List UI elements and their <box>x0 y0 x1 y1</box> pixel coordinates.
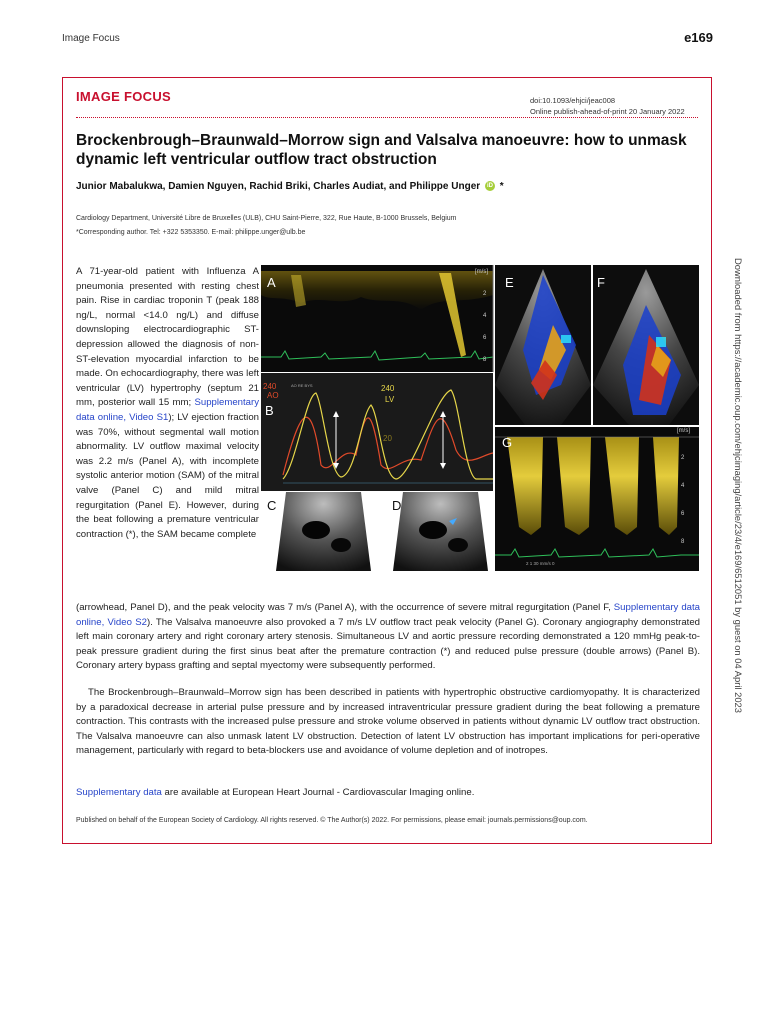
panel-label-g: G <box>502 435 513 450</box>
panel-a-tick: 2 <box>483 291 487 297</box>
composite-figure <box>261 265 699 571</box>
panel-a-tick: 6 <box>483 335 487 341</box>
panel-g-footer: 2 1 30 mm/s 0 <box>526 561 555 566</box>
body-paragraph-1-continued <box>76 601 700 674</box>
panel-e <box>495 265 591 425</box>
body-text: A 71-year-old patient with Influenza A pneumonia presented with resting chest pain. Rise in cardiac troponin T (peak 188 ng/L, normal <14.0 ng/L) and diffuse downsloping electrocardiographic ST-depression allowed the diagnosis of non-ST-elevation myocardial infarction to be made. On echocardiography, there was left ventricular (LV) hypertrophy (septum 21 mm, posterior wall 15 mm; <box>76 266 259 409</box>
panel-b <box>261 373 493 491</box>
corresponding-mark: * <box>499 181 504 192</box>
panel-b-ao-label: AO <box>267 391 279 400</box>
body-paragraph-1 <box>76 265 259 542</box>
panel-g-tick: 8 <box>681 539 685 545</box>
panel-a-unit: [m/s] <box>475 269 488 275</box>
article-title: Brockenbrough–Braunwald–Morrow sign and Valsalva manoeuvre: how to unmask dynamic left ventricular outflow tract obstruction <box>76 132 687 168</box>
panel-c <box>261 492 376 571</box>
panel-a-tick: 4 <box>483 313 487 319</box>
download-note: Downloaded from https://academic.oup.com/ehjcimaging/article/23/4/e169/6512051 by guest on 04 April 2023 <box>733 258 744 713</box>
doi-block <box>530 95 685 117</box>
panel-label-f: F <box>597 275 605 290</box>
panel-label-c: C <box>267 498 277 513</box>
panel-a-tick: 8 <box>483 357 487 363</box>
panel-d <box>378 492 493 571</box>
panel-label-d: D <box>392 498 402 513</box>
dotted-divider <box>76 117 698 118</box>
panel-g-tick: 4 <box>681 483 685 489</box>
panel-b-lv-value: 20 <box>383 434 392 443</box>
body-text: ); LV ejection fraction was 70%, without segmental wall motion abnormality. LV outflow maximal velocity was 2.2 m/s (Panel A), with incomplete systolic anterior motion (SAM) of the mitral valve (Panel C) and mild mitral regurgitation (Panel E). However, during the beat following a premature ventricular contraction (*), the SAM became complete <box>76 411 259 540</box>
panel-b-header: AO RE BYS <box>291 383 313 388</box>
body-paragraph-2: The Brockenbrough–Braunwald–Morrow sign has been described in patients with hypertrophic obstructive cardiomyopathy. It is characterized by a paradoxical decrease in arterial pulse pressure and by increased intraventricular pressure gradient during the beat following a premature contraction. This contrasts with the increased pulse pressure and stroke volume observed in patients without dynamic LV outflow tract obstruction. The Valsalva manoeuvre can also unmask latent LV obstruction. Detection of latent LV obstruction has important implications for peri-operative management, particularly with regard to beta-blockers use and avoidance of volume depletion and of inotropes. <box>76 687 700 757</box>
supplementary-text: are available at European Heart Journal - Cardiovascular Imaging online. <box>161 787 475 798</box>
page-number: e169 <box>684 30 713 45</box>
body-text: (arrowhead, Panel D), and the peak velocity was 7 m/s (Panel A), with the occurrence of severe mitral regurgitation (Panel F, <box>76 602 614 613</box>
panel-g <box>495 427 699 571</box>
supplementary-video-link-1[interactable]: Supplementary data online, Video S1 <box>76 397 259 423</box>
panel-g-unit: [m/s] <box>677 428 690 434</box>
section-label: IMAGE FOCUS <box>76 89 172 104</box>
panel-b-lv-scale: 240 <box>381 384 395 393</box>
panel-b-ao-scale: 240 <box>263 382 277 391</box>
doi-link[interactable]: doi:10.1093/ehjci/jeac008 <box>530 96 616 105</box>
panel-label-b: B <box>265 403 274 418</box>
author-names: Junior Mabalukwa, Damien Nguyen, Rachid Briki, Charles Audiat, and Philippe Unger <box>76 181 481 192</box>
affiliation: Cardiology Department, Université Libre de Bruxelles (ULB), CHU Saint-Pierre, 322, Rue Haute, B-1000 Brussels, Belgium <box>76 215 457 222</box>
corresponding-author: *Corresponding author. Tel: +322 5353350. E-mail: philippe.unger@ulb.be <box>76 229 306 236</box>
panel-label-a: A <box>267 275 276 290</box>
epub-date: Online publish-ahead-of-print 20 January 2022 <box>530 107 685 116</box>
body-text: ). The Valsalva manoeuvre also provoked a 7 m/s LV outflow tract peak velocity (Panel G). Coronary angiography demonstrated left main coronary artery and right coronary artery stenosis. Simultaneous LV and aortic pressure recording demonstrated a 120 mmHg peak-to-peak pressure gradient during the first sinus beat after the premature contraction (*) and reduced pulse pressure (double arrows) (Panel B). Coronary artery bypass grafting and septal myectomy were subsequently performed. <box>76 616 700 672</box>
panel-label-e: E <box>505 275 514 290</box>
publisher-note: Published on behalf of the European Society of Cardiology. All rights reserved. © The Author(s) 2022. For permissions, please email: journals.permissions@oup.com. <box>76 817 588 824</box>
affiliation-block <box>76 212 457 240</box>
figure-graphic <box>261 265 699 571</box>
supplementary-video-link-2[interactable]: Supplementary data online, Video S2 <box>76 602 700 628</box>
panel-f <box>593 265 699 425</box>
supplementary-note <box>76 787 474 798</box>
supplementary-data-link[interactable]: Supplementary data <box>76 787 162 798</box>
author-list <box>76 181 504 192</box>
running-head-section: Image Focus <box>62 33 120 44</box>
orcid-icon[interactable]: iD <box>486 183 493 190</box>
panel-a <box>261 265 493 372</box>
panel-g-tick: 6 <box>681 511 685 517</box>
panel-b-lv-label: LV <box>385 395 395 404</box>
panel-g-tick: 2 <box>681 455 685 461</box>
